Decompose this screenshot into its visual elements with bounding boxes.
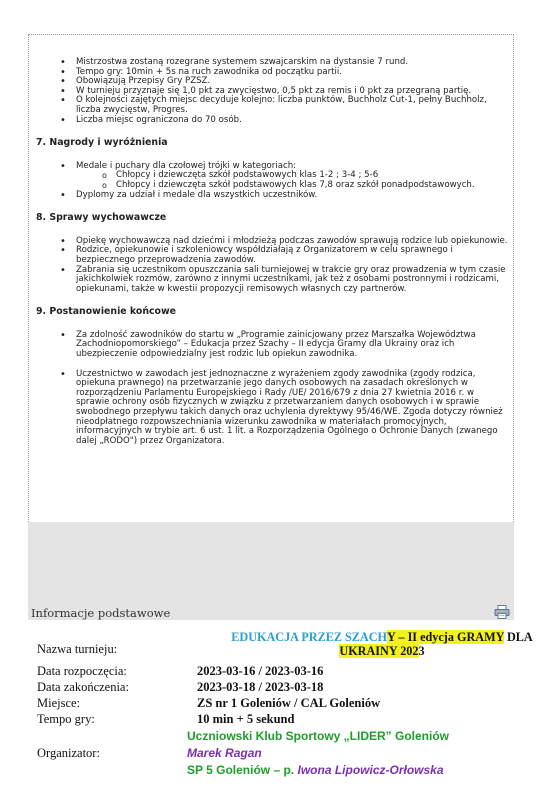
list-item-text: Medale i puchary dla czołowej trójki w kategoriach: <box>76 160 297 171</box>
tempo-label: Tempo gry: <box>37 712 95 726</box>
organizer-school: SP 5 Goleniów – p. Iwona Lipowicz-Orłowska <box>187 763 444 777</box>
prizes-sublist <box>76 171 510 190</box>
row-tempo <box>37 712 537 728</box>
organizer-label: Organizator: <box>37 746 100 760</box>
row-start <box>37 664 537 680</box>
list-item: • Opiekę wychowawczą nad dziećmi i młodzieżą podczas zawodów sprawują rodzice lub opiekunowie. <box>76 237 510 247</box>
sub-list-item: o Chłopcy i dziewczęta szkół podstawowych klas 7,8 oraz szkół ponadpodstawowych. <box>116 181 510 191</box>
section-title-prizes: 7. Nagrody i wyróżnienia <box>36 137 168 149</box>
list-item: • Tempo gry: 10min + 5s na ruch zawodnika od początku partii. <box>76 68 510 78</box>
list-item <box>76 162 510 191</box>
tempo-value: 10 min + 5 sekund <box>197 712 295 726</box>
document-body <box>36 58 510 446</box>
place-value: ZS nr 1 Goleniów / CAL Goleniów <box>197 696 381 710</box>
list-item: • Liczba miejsc ograniczona do 70 osób. <box>76 116 510 126</box>
rules-list <box>36 58 510 125</box>
section-title-education: 8. Sprawy wychowawcze <box>36 212 167 224</box>
name-label: Nazwa turnieju: <box>37 642 118 656</box>
printer-icon[interactable] <box>494 604 510 618</box>
start-label: Data rozpoczęcia: <box>37 664 127 678</box>
tournament-name: EDUKACJA PRZEZ SZACHY – II edycja GRAMY DLA UKRAINY 2023 <box>231 630 533 658</box>
organizer-club: Uczniowski Klub Sportowy „LIDER” Goleniów <box>187 729 450 743</box>
end-value: 2023-03-18 / 2023-03-18 <box>197 680 324 694</box>
place-label: Miejsce: <box>37 696 81 710</box>
list-item: • Uczestnictwo w zawodach jest jednoznaczne z wyrażeniem zgody zawodnika (zgody rodzica, opiekuna prawnego) na przetwarzanie jego danych osobowych na zasadach określonych w rozporządzeniu Parlamentu Europejskiego i Rady /UE/ 2016/679 z dnia 27 kwietnia 2016 r. w sprawie ochrony osób fizycznych w związku z przetwarzaniem danych osobowych i w sprawie swobodnego przepływu takich danych oraz uchylenia dyrektywy 95/46/WE. Zgoda dotyczy również nieodpłatnego rozpowszechniania wizerunku zawodnika w materiałach promocyjnych, informacyjnych w trybie art. 6 ust. 1 lit. a Rozporządzenia Ogólnego o Ochronie Danych (zwanego dalej „RODO") przez Organizatora. <box>76 370 510 447</box>
organizer-person: Marek Ragan <box>187 746 262 760</box>
list-item: • Zabrania się uczestnikom opuszczania sali turniejowej w trakcie gry oraz prowadzenia w tym czasie jakichkolwiek rozmów, zarówno z innymi uczestnikami, jak też z osobami postronnymi i rodzicami, opiekunami, także w kwestii propozycji remisowych własnych czy partnerów. <box>76 266 510 295</box>
sub-list-item: o Chłopcy i dziewczęta szkół podstawowych klas 1-2 ; 3-4 ; 5-6 <box>116 171 510 181</box>
start-value: 2023-03-16 / 2023-03-16 <box>197 664 324 678</box>
info-table <box>37 630 537 782</box>
list-item: • W turnieju przyznaje się 1,0 pkt za zwycięstwo, 0,5 pkt za remis i 0 pkt za przegraną partię. <box>76 87 510 97</box>
list-item: • Dyplomy za udział i medale dla wszystkich uczestników. <box>76 191 510 201</box>
section-title-final: 9. Postanowienie końcowe <box>36 306 177 318</box>
list-item: • Za zdolność zawodników do startu w „Programie zainicjowany przez Marszałka Województwa Zachodniopomorskiego” – Edukacja przez Szachy – II edycja Gramy dla Ukrainy oraz ich ubezpieczenie odpowiedzialny jest rodzic lub opiekun zawodnika. <box>76 331 510 360</box>
organizer-value <box>187 728 449 779</box>
list-item: • Rodzice, opiekunowie i szkoleniowcy współdziałają z Organizatorem w celu sprawnego i bezpiecznego przeprowadzenia zawodów. <box>76 246 510 265</box>
row-place <box>37 696 537 712</box>
info-header <box>28 598 514 624</box>
row-end <box>37 680 537 696</box>
list-item: • Obowiązują Przepisy Gry PZSZ. <box>76 77 510 87</box>
end-label: Data zakończenia: <box>37 680 129 694</box>
info-title: Informacje podstawowe <box>31 606 171 620</box>
row-name <box>37 630 537 664</box>
education-list <box>36 237 510 295</box>
final-list-2 <box>36 370 510 447</box>
row-organizer <box>37 728 537 782</box>
list-item: • Mistrzostwa zostaną rozegrane systemem szwajcarskim na dystansie 7 rund. <box>76 58 510 68</box>
prizes-list <box>36 162 510 200</box>
final-list <box>36 331 510 360</box>
list-item: • O kolejności zajętych miejsc decyduje kolejno: liczba punktów, Buchholz Cut-1, pełny Buchholz, liczba zwycięstw, Progres. <box>76 96 510 115</box>
